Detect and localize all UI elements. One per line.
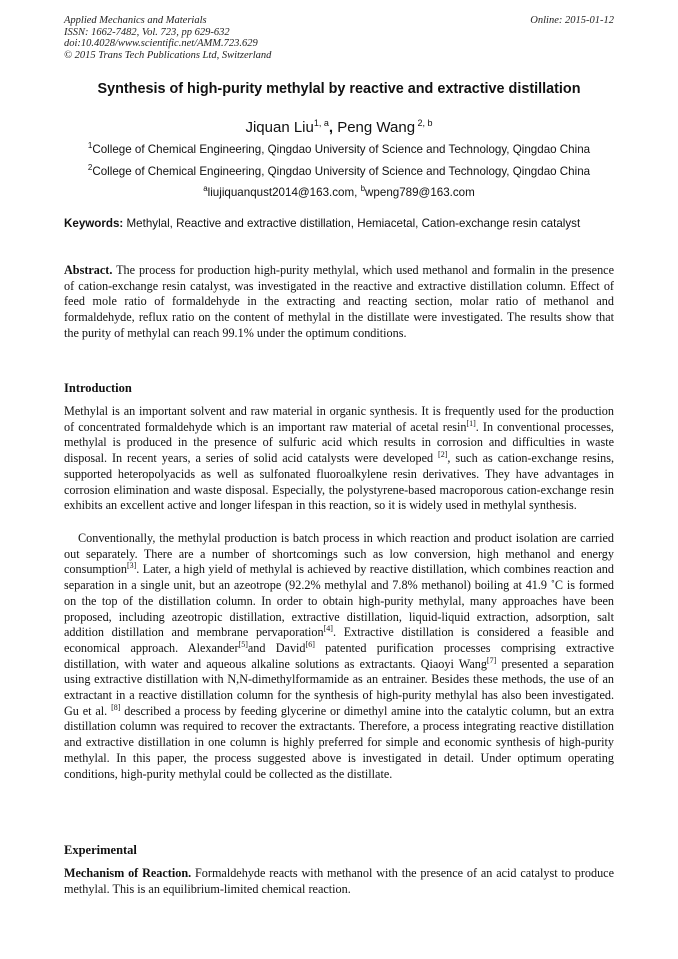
- keywords: [64, 217, 614, 232]
- intro-p2-text-b: . Later, a high yield of methylal is achieved by reactive distillation, which combines reaction and separation in a single unit, but an azeotrope (92.2% methylal and 7.8% methanol) boiling at 41.9 ˚C is formed on the top of the distillation column. In order to obtain high-purity methylal, many approaches have been proposed, including azeotropic distillation, extractive distillation, liquid-liquid extraction, adsorption, salt addition distillation and membrane pervaporation: [64, 562, 614, 640]
- mechanism-text: Formaldehyde reacts with methanol with the presence of an acid catalyst to produce methylal. This is an equilibrium-limited chemical reaction.: [64, 866, 614, 896]
- journal-name: Applied Mechanics and Materials: [64, 15, 207, 26]
- intro-p1-text-b: . In conventional processes, methylal is produced in the presence of sulfuric acid which results in corrosion and difficulties in waste disposal. In recent years, a series of solid acid catalysts were developed: [64, 419, 614, 466]
- intro-p1-text-a: Methylal is an important solvent and raw material in organic synthesis. It is frequently used for the production of concentrated formaldehyde which is an important raw material of acetal resin: [64, 404, 614, 434]
- author-separator: ,: [328, 119, 338, 136]
- keywords-text: Methylal, Reactive and extractive distillation, Hemiacetal, Cation-exchange resin catalyst: [123, 217, 581, 230]
- intro-p2-text-f: presented a separation using extractive distillation with N,N-dimethylformamide as an entrainer. Besides these methods, the use of an extractant in a reactive distillation column for the synthesis of high-purity methylal has also been investigated. Gu et al.: [64, 656, 614, 718]
- reference-4: [4]: [323, 624, 333, 634]
- paper-title: Synthesis of high-purity methylal by reactive and extractive distillation: [97, 81, 581, 97]
- intro-p1-text-c: , such as cation-exchange resins, supported heteropolyacids as well as sulfonated fluoroalkylene resin derivatives. They have advantages in corrosion elimination and waste disposal. Especially, the polystyrene-based macroporous cation-exchange resin exhibits an excellent active and longer lifespan in this reaction, so it is widely used in methylal synthesis.: [64, 451, 614, 513]
- abstract: [64, 263, 614, 342]
- author-1: Jiquan Liu: [245, 119, 314, 136]
- intro-p2-text-c: . Extractive distillation is considered a feasible and economical approach. Alexander: [64, 625, 614, 655]
- intro-p2-text-a: Conventionally, the methylal production is batch process in which reaction and product isolation are carried out separately. There are a number of shortcomings such as low conversion, high methanol and energy consumption: [64, 531, 614, 577]
- affiliation-2-number: 2: [87, 163, 93, 172]
- reference-3: [3]: [126, 561, 137, 571]
- reference-5: [5]: [238, 639, 248, 649]
- affiliation-2-text: College of Chemical Engineering, Qingdao University of Science and Technology, Qingdao China: [92, 164, 591, 178]
- author-2: Peng Wang: [337, 119, 416, 136]
- doi-line: doi:10.4028/www.scientific.net/AMM.723.629: [64, 38, 258, 50]
- abstract-label: Abstract.: [64, 263, 113, 277]
- reference-1: [1]: [466, 418, 476, 428]
- reference-2: [2]: [438, 450, 448, 460]
- email-b: wpeng789@163.com: [365, 185, 475, 199]
- author-1-affiliation: 1, a: [313, 118, 329, 128]
- email-a-marker: a: [203, 184, 208, 193]
- online-date: Online: 2015-01-12: [530, 15, 614, 26]
- email-a: liujiquanqust2014@163.com,: [207, 185, 361, 199]
- introduction-paragraph-1: [64, 404, 614, 514]
- affiliation-2: [40, 160, 638, 179]
- intro-p2-text-e: patented purification processes comprising extractive distillation, with water and aqueous alkaline solutions as extractants. Qiaoyi Wang: [64, 640, 614, 671]
- author-2-affiliation: 2, b: [415, 118, 433, 128]
- copyright-line: © 2015 Trans Tech Publications Ltd, Switzerland: [64, 49, 272, 61]
- affiliation-1: [40, 138, 638, 157]
- email-b-marker: b: [360, 184, 366, 193]
- intro-p2-text-g: described a process by feeding glycerine or dimethyl amine into the catalytic column, but an extra distillation column was required to recover the extractants. Therefore, a process integrating reactive distillation and extractive distillation in one column is highly preferred for simple and economic synthesis of high-purity methylal. In this paper, the process suggested above is investigated in detail. Under optimum operating conditions, high-purity methylal could be collected as the distillate.: [64, 703, 614, 781]
- keywords-label: Keywords:: [64, 217, 124, 230]
- experimental-heading: Experimental: [64, 843, 137, 857]
- introduction-paragraph-2: [64, 531, 614, 782]
- issn-line: ISSN: 1662-7482, Vol. 723, pp 629-632: [64, 26, 230, 38]
- email-line: [40, 181, 638, 200]
- intro-p2-text-d: and David: [247, 640, 306, 655]
- affiliation-1-number: 1: [87, 141, 93, 150]
- author-line: [40, 113, 638, 138]
- introduction-heading: Introduction: [64, 381, 132, 395]
- abstract-text: The process for production high-purity methylal, which used methanol and formalin in the presence of cation-exchange resin catalyst, was investigated in the reactive and extractive distillation column. Effect of feed mole ratio of formaldehyde in the extracting and reacting section, molar ratio of methanol and formaldehyde, reflux ratio on the content of methylal in the distillate were investigated. The results show that the purity of methylal can reach 99.1% under the optimum conditions.: [64, 263, 614, 340]
- journal-header: [64, 15, 271, 61]
- reference-6: [6]: [305, 639, 315, 649]
- mechanism-label: Mechanism of Reaction.: [64, 866, 192, 880]
- reference-7: [7]: [486, 655, 497, 665]
- affiliation-1-text: College of Chemical Engineering, Qingdao University of Science and Technology, Qingdao China: [92, 142, 591, 156]
- mechanism-paragraph: [64, 866, 614, 897]
- reference-8: [8]: [111, 702, 121, 712]
